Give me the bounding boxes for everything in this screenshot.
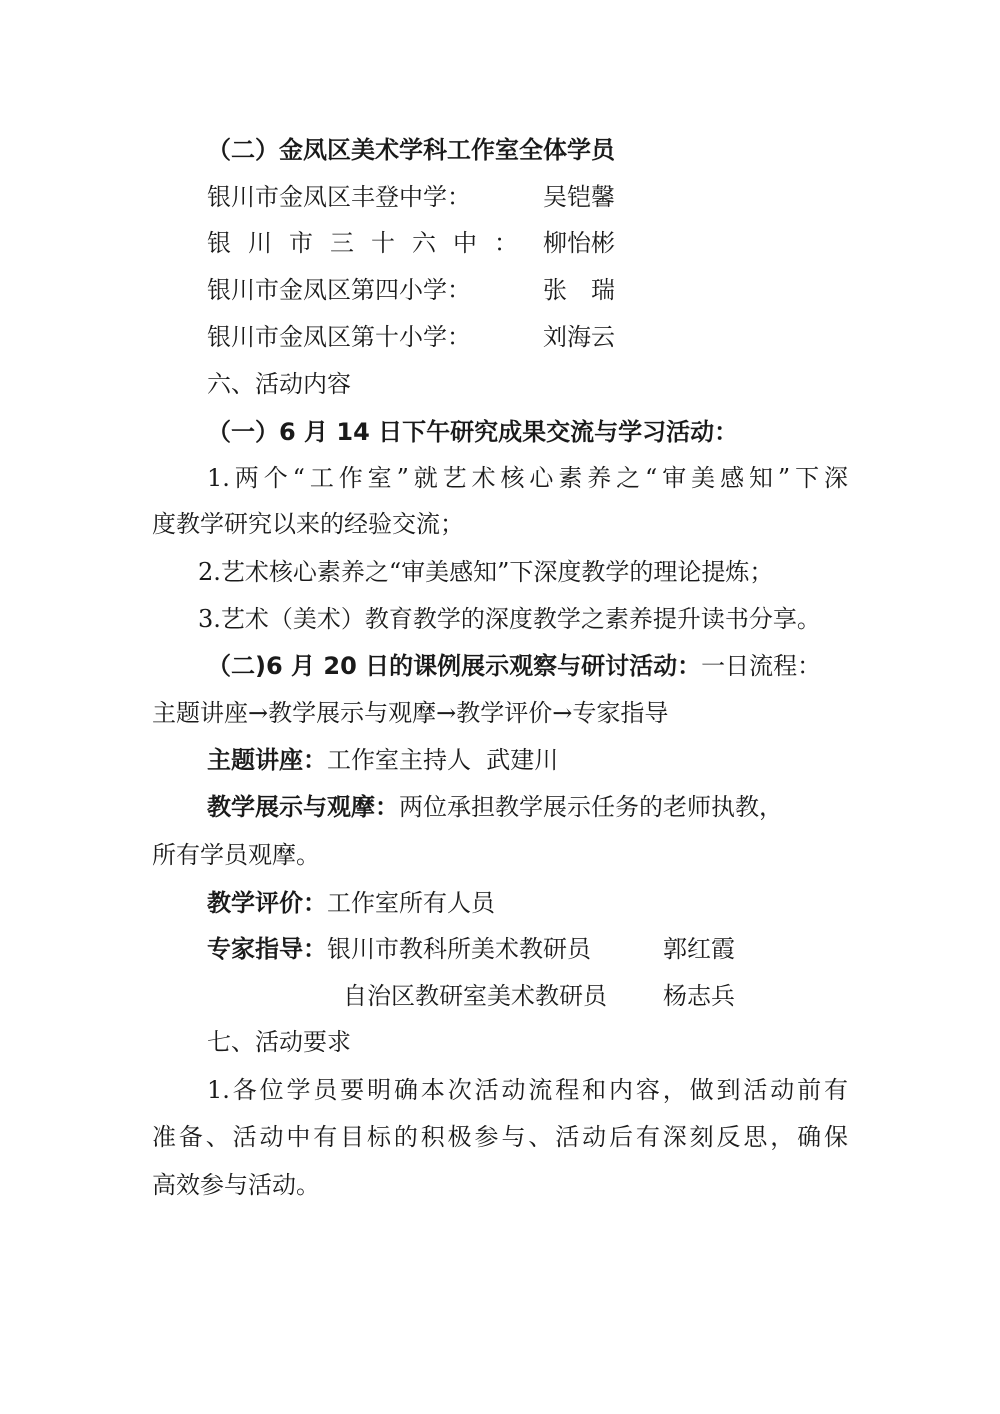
member-name: 刘海云 <box>543 323 615 351</box>
lecture-label: 主题讲座： <box>207 746 327 774</box>
member-school: 银川市金凤区第十小学： <box>207 323 471 351</box>
expert-label: 专家指导： <box>207 935 327 963</box>
section7-item1: 1.各位学员要明确本次活动流程和内容，做到活动前有 <box>207 1076 848 1104</box>
eval-value: 工作室所有人员 <box>327 889 495 917</box>
part1-heading: （一）6 月 14 日下午研究成果交流与学习活动： <box>207 418 739 446</box>
demo-label: 教学展示与观摩： <box>207 793 399 821</box>
member-name: 吴铠馨 <box>543 183 615 211</box>
eval-label: 教学评价： <box>207 889 327 917</box>
expert-role: 银川市教科所美术教研员 <box>327 935 591 963</box>
part1-item2: 2.艺术核心素养之“审美感知”下深度教学的理论提炼； <box>198 558 774 586</box>
part2-heading: （二)6 月 20 日的课例展示观察与研讨活动： <box>207 652 702 680</box>
member-name: 张 瑞 <box>543 276 615 304</box>
expert-name: 郭红霞 <box>663 935 735 963</box>
section7-heading: 七、活动要求 <box>207 1028 351 1056</box>
section7-item1-end: 高效参与活动。 <box>152 1171 320 1199</box>
expert-role: 自治区教研室美术教研员 <box>343 982 607 1010</box>
members-heading: （二）金凤区美术学科工作室全体学员 <box>207 136 615 164</box>
flow-sequence: 主题讲座→教学展示与观摩→教学评价→专家指导 <box>152 699 669 727</box>
member-name: 柳怡彬 <box>543 229 615 257</box>
part1-item1: 1.两个“工作室”就艺术核心素养之“审美感知”下深 <box>207 464 848 492</box>
section7-item1-cont: 准备、活动中有目标的积极参与、活动后有深刻反思，确保 <box>152 1123 848 1151</box>
member-school: 银川市金凤区丰登中学： <box>207 183 471 211</box>
part1-item1-cont: 度教学研究以来的经验交流； <box>152 510 464 538</box>
section6-heading: 六、活动内容 <box>207 370 351 398</box>
demo-value-cont: 所有学员观摩。 <box>152 841 320 869</box>
part1-item3: 3.艺术（美术）教育教学的深度教学之素养提升读书分享。 <box>198 605 821 633</box>
demo-value: 两位承担教学展示任务的老师执教， <box>399 793 783 821</box>
member-school: 银川市金凤区第四小学： <box>207 276 471 304</box>
flow-label: 一日流程： <box>701 652 822 680</box>
lecture-value: 工作室主持人 武建川 <box>327 746 559 774</box>
member-school: 银川市三十六中： <box>207 229 535 257</box>
expert-name: 杨志兵 <box>663 982 735 1010</box>
